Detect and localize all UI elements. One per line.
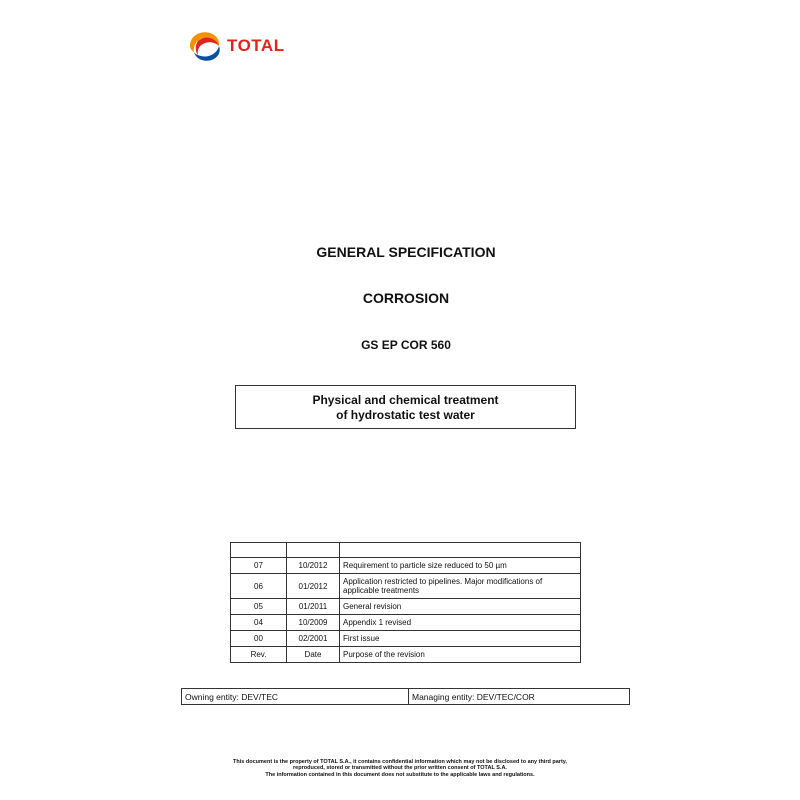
- revision-number: 06: [231, 574, 287, 599]
- managing-entity: Managing entity: DEV/TEC/COR: [409, 689, 630, 705]
- subject-box: [235, 385, 576, 429]
- table-row: [231, 615, 581, 631]
- table-header-row: [231, 647, 581, 663]
- header-rev: Rev.: [231, 647, 287, 663]
- header-date: Date: [287, 647, 340, 663]
- header-purpose: Purpose of the revision: [340, 647, 581, 663]
- revision-date: 10/2009: [287, 615, 340, 631]
- revision-date: 10/2012: [287, 558, 340, 574]
- confidentiality-footer: [0, 759, 800, 778]
- subject-line-1: Physical and chemical treatment: [312, 393, 499, 407]
- revision-date: 01/2012: [287, 574, 340, 599]
- table-cell: [287, 543, 340, 558]
- table-row: [231, 631, 581, 647]
- revision-number: 07: [231, 558, 287, 574]
- logo-wordmark: TOTAL: [227, 36, 285, 55]
- revision-date: 01/2011: [287, 599, 340, 615]
- revision-table: [230, 542, 581, 663]
- owning-entity: Owning entity: DEV/TEC: [182, 689, 409, 705]
- revision-number: 04: [231, 615, 287, 631]
- table-row: [231, 574, 581, 599]
- revision-date: 02/2001: [287, 631, 340, 647]
- footer-line-3: The information contained in this document does not substitute to the applicable laws and regulations.: [265, 771, 535, 778]
- revision-number: 00: [231, 631, 287, 647]
- footer-line-1: This document is the property of TOTAL S.A., it contains confidential information which may not be disclosed to any third party,: [233, 759, 567, 765]
- company-logo: [186, 28, 296, 64]
- document-reference: GS EP COR 560: [361, 338, 451, 352]
- table-row: [231, 599, 581, 615]
- table-cell: [340, 543, 581, 558]
- revision-purpose: Requirement to particle size reduced to 50 µm: [340, 558, 581, 574]
- revision-purpose: General revision: [340, 599, 581, 615]
- table-row-empty: [231, 543, 581, 558]
- total-logo-icon: [186, 28, 224, 64]
- table-row: [182, 689, 630, 705]
- entity-table: [181, 688, 630, 705]
- footer-line-2: reproduced, stored or transmitted without the prior written consent of TOTAL S.A.: [293, 765, 507, 772]
- table-row: [231, 558, 581, 574]
- revision-purpose: First issue: [340, 631, 581, 647]
- table-cell: [231, 543, 287, 558]
- document-title: GENERAL SPECIFICATION: [316, 244, 496, 260]
- revision-purpose: Appendix 1 revised: [340, 615, 581, 631]
- revision-purpose: Application restricted to pipelines. Major modifications of applicable treatments: [340, 574, 581, 599]
- document-category: CORROSION: [362, 290, 450, 306]
- revision-number: 05: [231, 599, 287, 615]
- subject-line-2: of hydrostatic test water: [336, 408, 475, 422]
